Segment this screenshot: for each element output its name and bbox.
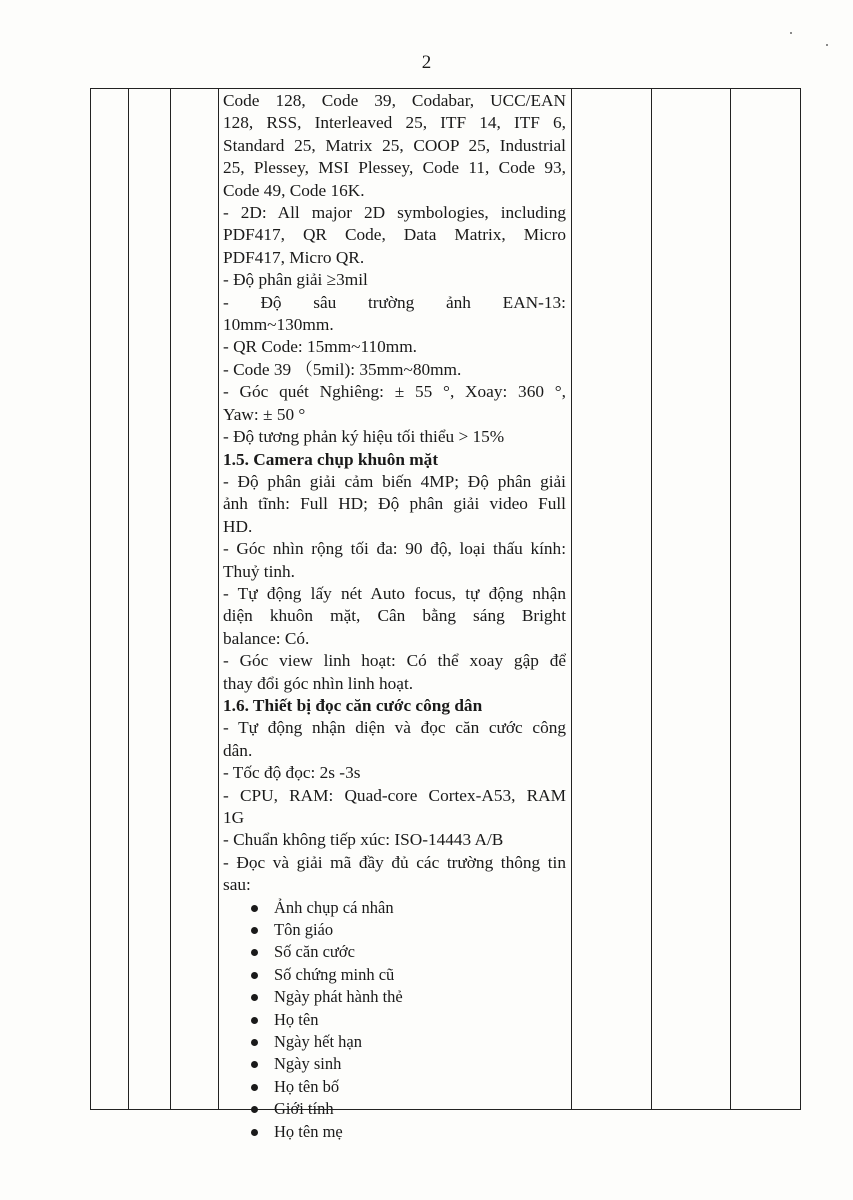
spec-line: - Góc view linh hoạt: Có thể xoay gập để xyxy=(223,651,566,671)
field-item: Họ tên bố xyxy=(251,1076,566,1098)
spec-line: Thuỷ tinh. xyxy=(223,561,296,581)
field-item: Họ tên xyxy=(251,1009,566,1031)
table-column-divider xyxy=(571,88,572,1110)
specification-text xyxy=(223,90,566,897)
spec-line: Standard 25, Matrix 25, COOP 25, Industrial xyxy=(223,135,566,155)
field-item: Số căn cước xyxy=(251,941,566,963)
spec-line: 10mm~130mm. xyxy=(223,315,334,335)
spec-line: 1G xyxy=(223,808,245,827)
spec-line: ảnh tĩnh: Full HD; Độ phân giải video Full xyxy=(223,494,566,514)
spec-line: Yaw: ± 50 ° xyxy=(223,404,306,424)
spec-line: Code 128, Code 39, Codabar, UCC/EAN xyxy=(223,91,566,110)
spec-line: - 2D: All major 2D symbologies, including xyxy=(223,203,566,223)
spec-line: - Đọc và giải mã đầy đủ các trường thông tin xyxy=(223,852,566,872)
spec-line: - Độ phân giải cảm biến 4MP; Độ phân giải xyxy=(223,471,566,491)
spec-line: PDF417, Micro QR. xyxy=(223,247,365,267)
spec-line: - Tự động lấy nét Auto focus, tự động nhận xyxy=(223,583,566,603)
spec-line: sau: xyxy=(223,875,251,895)
field-item: Ngày hết hạn xyxy=(251,1031,566,1053)
spec-line: dân. xyxy=(223,740,253,760)
field-item: Giới tính xyxy=(251,1098,566,1120)
page-number: 2 xyxy=(421,52,432,73)
table-column-divider xyxy=(730,88,731,1110)
spec-line: - Độ sâu trường ảnh EAN-13: xyxy=(223,292,566,312)
spec-line: PDF417, QR Code, Data Matrix, Micro xyxy=(223,225,566,245)
field-item: Tôn giáo xyxy=(251,919,566,941)
spec-line: diện khuôn mặt, Cân bằng sáng Bright xyxy=(223,606,566,626)
spec-line: 128, RSS, Interleaved 25, ITF 14, ITF 6, xyxy=(223,113,566,133)
spec-line: - Góc nhìn rộng tối đa: 90 độ, loại thấu kính: xyxy=(223,539,566,559)
spec-line: Code 49, Code 16K. xyxy=(223,180,365,200)
spec-line: - Góc quét Nghiêng: ± 55 °, Xoay: 360 °, xyxy=(223,382,566,402)
spec-line: balance: Có. xyxy=(223,628,310,648)
spec-line: 25, Plessey, MSI Plessey, Code 11, Code 93, xyxy=(223,158,566,178)
spec-line: - Tốc độ đọc: 2s -3s xyxy=(223,763,361,783)
scan-speck xyxy=(790,32,792,34)
section-heading: 1.5. Camera chụp khuôn mặt xyxy=(223,449,439,469)
table-column-divider xyxy=(651,88,652,1110)
table-column-divider xyxy=(128,88,129,1110)
field-item: Số chứng minh cũ xyxy=(251,964,566,986)
field-item: Ảnh chụp cá nhân xyxy=(251,897,566,919)
field-item: Họ tên mẹ xyxy=(251,1121,566,1143)
section-heading: 1.6. Thiết bị đọc căn cước công dân xyxy=(223,695,483,715)
field-item: Ngày sinh xyxy=(251,1053,566,1075)
table-column-divider xyxy=(218,88,219,1110)
spec-line: - Code 39 （5mil): 35mm~80mm. xyxy=(223,359,462,379)
id-card-field-list xyxy=(223,897,566,1143)
spec-line: - Chuẩn không tiếp xúc: ISO-14443 A/B xyxy=(223,830,504,850)
spec-line: - Độ phân giải ≥3mil xyxy=(223,270,368,290)
spec-line: - CPU, RAM: Quad-core Cortex-A53, RAM xyxy=(223,785,566,805)
specification-cell xyxy=(223,90,566,1143)
field-item: Ngày phát hành thẻ xyxy=(251,986,566,1008)
spec-line: - Tự động nhận diện và đọc căn cước công xyxy=(223,718,566,738)
spec-line: - QR Code: 15mm~110mm. xyxy=(223,337,418,357)
spec-line: thay đổi góc nhìn linh hoạt. xyxy=(223,673,414,693)
table-column-divider xyxy=(170,88,171,1110)
spec-line: HD. xyxy=(223,516,253,536)
scan-speck xyxy=(826,44,828,46)
spec-line: - Độ tương phản ký hiệu tối thiểu > 15% xyxy=(223,427,505,447)
